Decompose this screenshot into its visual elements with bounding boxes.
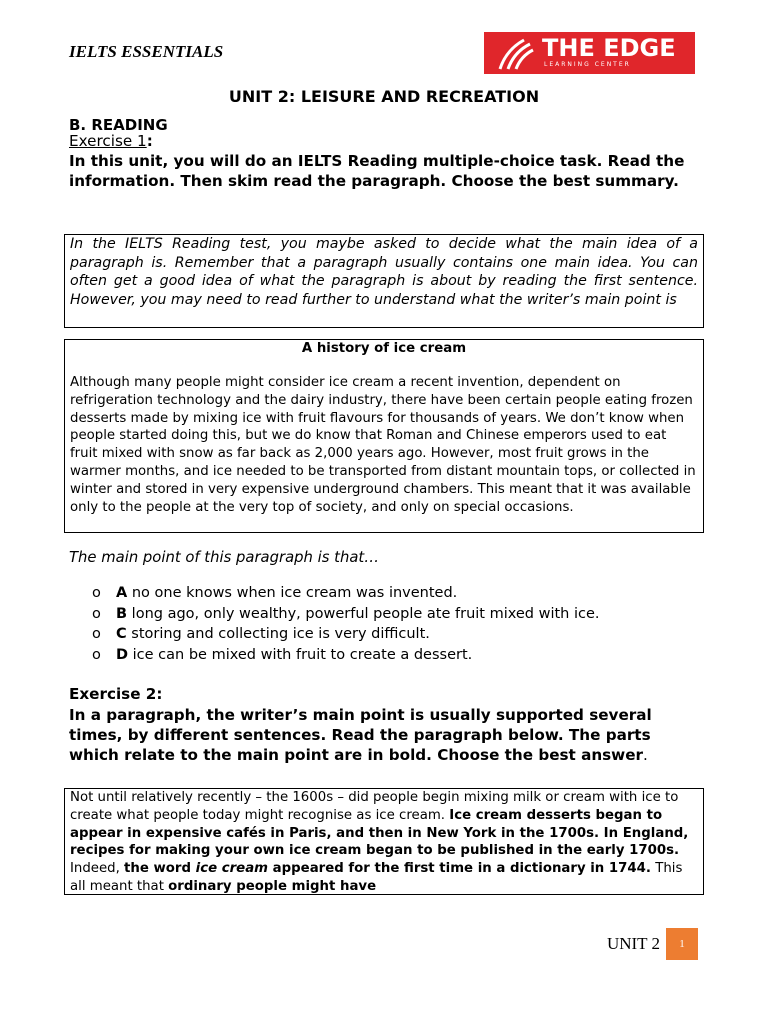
passage2-bold: the word [124,861,196,877]
exercise1-colon: : [146,132,153,150]
exercise1-heading [69,132,153,150]
the-edge-logo [484,32,695,74]
passage2-text: Not until relatively recently – the 1600s – did people begin mixing milk or cream with ice to create what people today might recognise as ice cream. [70,790,679,823]
passage2-bold: Ice cream desserts began to appear in expensive cafés in Paris, and then in New York in the 1700s. In England, recipes for making your own ice cream began to be published in the early 1700s. [70,807,689,859]
passage1-box [64,339,704,533]
option-text: storing and collecting ice is very difficult. [126,626,430,642]
passage2-text: This all meant that [70,861,683,894]
exercise2-heading: Exercise 2: [69,685,163,703]
passage1-title: A history of ice cream [301,341,467,356]
logo-sub-text: LEARNING CENTER [544,61,631,68]
option-a[interactable] [92,583,457,603]
option-letter: A [116,585,128,601]
passage1-text: Although many people might consider ice cream a recent invention, dependent on refrigeration technology and the dairy industry, there have been certain people eating frozen desserts made by mixing ice with fruit flavours for thousands of years. We don’t know when people started doing this, but we do know that Roman and Chinese emperors used to eat fruit mixed with snow as far back as 2,000 years ago. However, most fruit grows in the warmer months, and ice needed to be transported from distant mountain tops, or collected in winter and stored in very expensive underground chambers. This meant that it was available only to the people at the very top of society, and only on special occasions. [70,375,696,515]
option-text: long ago, only wealthy, powerful people ate fruit mixed with ice. [127,606,600,622]
option-c[interactable] [92,624,430,644]
option-text: no one knows when ice cream was invented. [127,585,458,601]
option-bullet: o [92,647,101,663]
section-label: B. READING [69,116,168,134]
option-bullet: o [92,626,101,642]
option-b[interactable] [92,604,600,624]
option-text: ice can be mixed with fruit to create a dessert. [128,647,473,663]
option-letter: D [116,647,129,663]
exercise2-period: . [643,746,648,764]
unit-title: UNIT 2: LEISURE AND RECREATION [228,87,540,106]
passage2-bold: appeared for the first time in a dictionary in 1744. [268,861,651,877]
option-letter: C [116,626,127,642]
page-number-badge: 1 [666,928,698,960]
question-text: The main point of this paragraph is that… [69,549,380,566]
option-bullet: o [92,606,101,622]
passage2-bold: ordinary people might have [168,878,377,894]
passage2-text: Indeed, [70,861,125,877]
option-bullet: o [92,585,101,601]
logo-swoosh-icon [494,36,534,70]
option-d[interactable] [92,645,472,665]
logo-main-text: THE EDGE [542,34,676,62]
option-letter: B [116,606,128,622]
exercise1-label: Exercise 1 [69,132,147,150]
exercise1-instruction: In this unit, you will do an IELTS Reading multiple-choice task. Read the information. Then skim read the paragraph. Choose the best summary. [69,152,685,190]
tip-box: In the IELTS Reading test, you maybe asked to decide what the main idea of a paragraph is. Remember that a paragraph usually contains one main idea. You can often get a good idea of what the paragraph is about by reading the first sentence. However, you may need to read further to understand what the writer’s main point is [64,234,704,328]
exercise2-instruction-text: In a paragraph, the writer’s main point is usually supported several times, by different sentences. Read the paragraph below. The parts which relate to the main point are in bold. Choose the best answer [69,706,652,764]
header-title: IELTS ESSENTIALS [69,42,224,61]
passage2-box [64,788,704,895]
passage2-bold-italic: ice cream [195,861,269,877]
footer-unit-label: UNIT 2 [606,934,660,953]
exercise2-instruction [69,705,699,765]
